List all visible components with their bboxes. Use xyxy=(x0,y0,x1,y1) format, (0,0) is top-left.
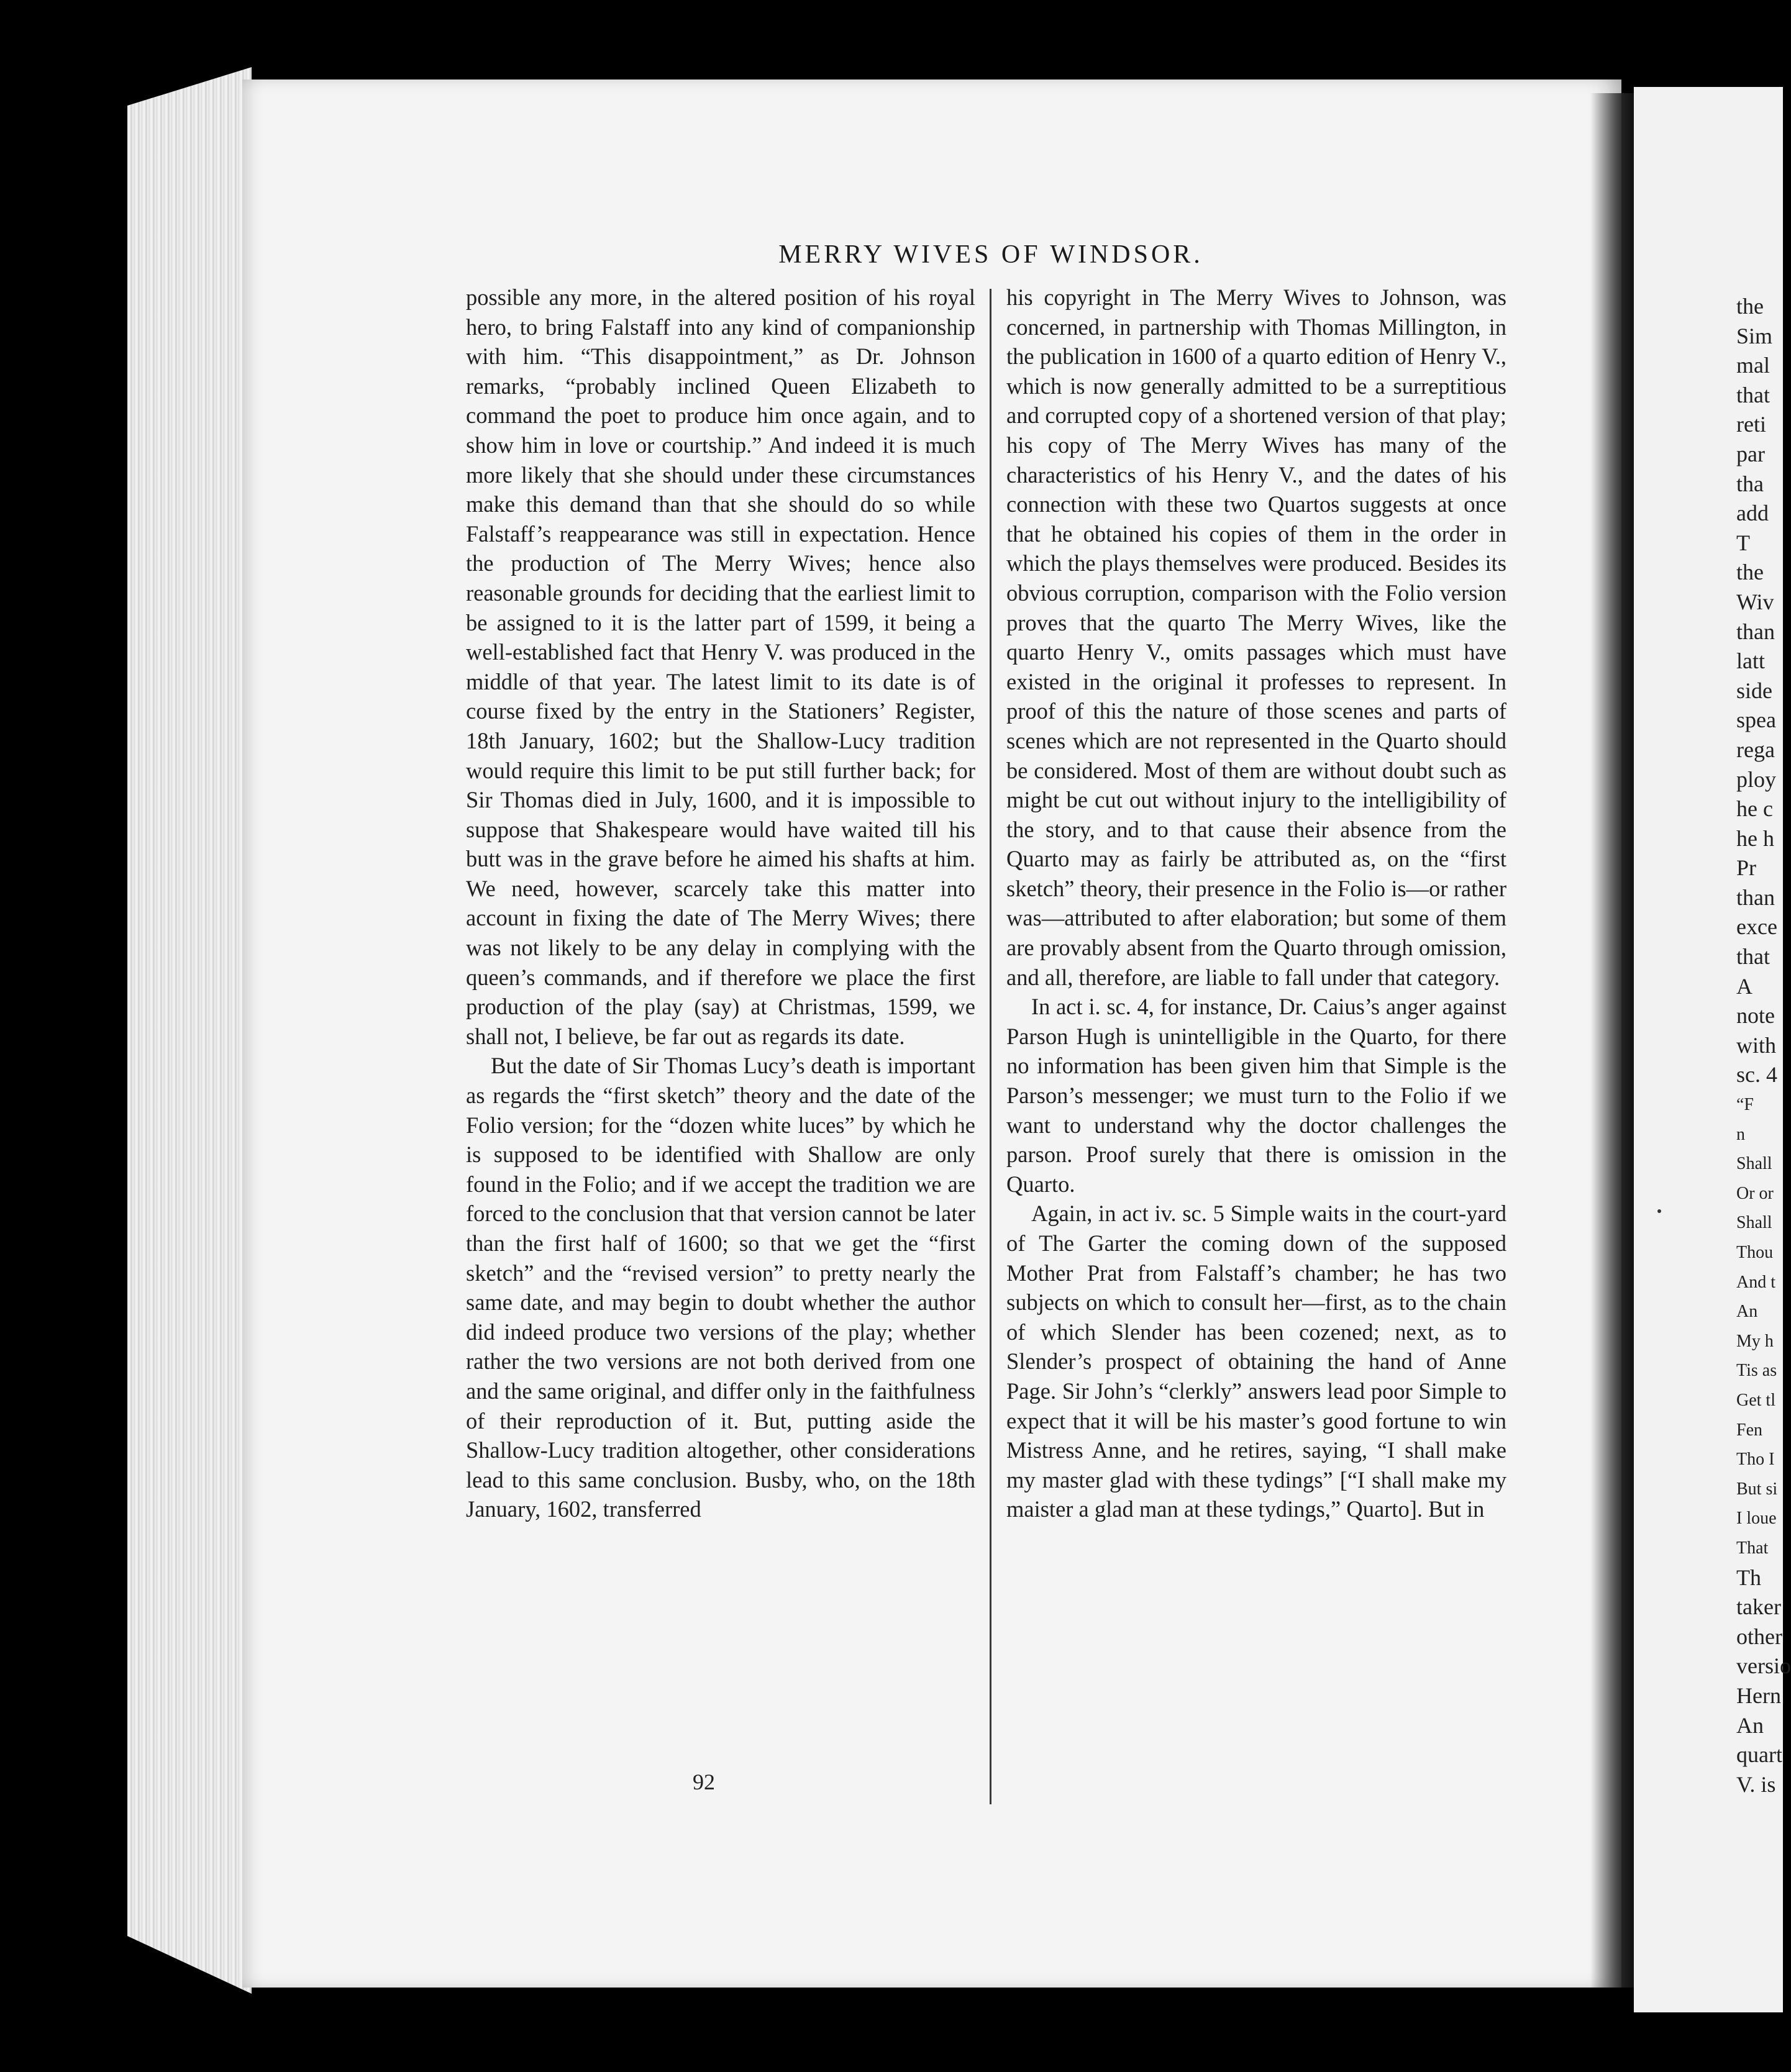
facing-line-fragment: But si xyxy=(1736,1479,1778,1499)
facing-line-fragment: Shall xyxy=(1736,1213,1772,1233)
facing-line-fragment: note xyxy=(1736,1003,1775,1029)
facing-line-fragment: I loue xyxy=(1736,1509,1777,1529)
facing-line-fragment: other xyxy=(1736,1624,1782,1649)
running-head: MERRY WIVES OF WINDSOR. xyxy=(778,240,1203,269)
ink-dot xyxy=(1657,1209,1661,1213)
facing-line-fragment: versio xyxy=(1736,1653,1791,1679)
facing-line-fragment: reti xyxy=(1736,412,1766,437)
gutter-shadow xyxy=(1590,93,1634,1988)
paragraph: his copyright in The Merry Wives to Johnson, was concerned, in partnership with Thomas Millington, in the publication in 1600 of a quarto edition of Henry V., which is now generally admitted to be a surreptitious and corrupted copy of a shortened version of that play; his copy of The Merry Wives has many of the characteristics of his Henry V., and the dates of his connection with these two Quartos suggests at once that he obtained his copies of them in the order in which the plays themselves were produced. Besides its obvious corruption, comparison with the Folio version proves that the quarto The Merry Wives, like the quarto Henry V., omits passages which must have existed in the original it professes to represent. In proof of this the nature of those scenes and parts of scenes which are not represented in the Quarto should be considered. Most of them are without doubt such as might be cut out without injury to the intelligibility of the story, and to that cause their absence from the Quarto may as fairly be attributed as, on the “first sketch” theory, their presence in the Folio is—or rather was—attributed to after elaboration; but some of them are provably absent from the Quarto through omission, and all, therefore, are liable to fall under that category. xyxy=(1006,284,1506,990)
facing-line-fragment: That xyxy=(1736,1538,1769,1558)
facing-line-fragment: ploy xyxy=(1736,766,1777,792)
facing-line-fragment: quart xyxy=(1736,1742,1782,1768)
facing-line-fragment: Thou xyxy=(1736,1243,1774,1262)
left-column xyxy=(466,283,975,1524)
paragraph: But the date of Sir Thomas Lucy’s death is important as regards the “first sketch” theory and the date of the Folio version; for the “dozen white luces” by which he is supposed to be identified with Shallow are only found in the Folio; and if we accept the tradition we are forced to the conclusion that that version cannot be later than the first half of 1600; so that we get the “first sketch” and the “revised version” to pretty nearly the same date, and may begin to doubt whether the author did indeed produce two versions of the play; whether rather the two versions are not both derived from one and the same original, and differ only in the faithfulness of their reproduction of it. But, putting aside the Shallow-Lucy tradition altogether, other considerations lead to this same conclusion. Busby, who, on the 18th January, 1602, transferred xyxy=(466,1053,975,1522)
right-column xyxy=(1006,283,1506,1524)
facing-line-fragment: V. is xyxy=(1736,1771,1776,1797)
facing-line-fragment: Fen xyxy=(1736,1420,1762,1440)
facing-line-fragment: exce xyxy=(1736,914,1777,940)
facing-line-fragment: spea xyxy=(1736,707,1776,733)
facing-line-fragment: than xyxy=(1736,884,1775,910)
facing-line-fragment: Sim xyxy=(1736,323,1773,348)
facing-line-fragment: Get tl xyxy=(1736,1390,1775,1410)
facing-line-fragment: side xyxy=(1736,678,1772,703)
facing-line-fragment: add xyxy=(1736,501,1769,526)
column-rule xyxy=(990,289,991,1804)
facing-line-fragment: he c xyxy=(1736,796,1773,822)
paragraph: Again, in act iv. sc. 5 Simple waits in the court-yard of The Garter the coming down of the supposed Mother Prat from Falstaff’s chamber; he has two subjects on which to consult her—first, as to the chain of which Slender has been cozened; next, as to Slender’s prospect of obtaining the hand of Anne Page. Sir John’s “clerkly” answers lead poor Simple to expect that it will be his master’s good fortune to win Mistress Anne, and he retires, saying, “I shall make my master glad with these tydings” [“I shall make my maister a glad man at these tydings,” Quarto]. But in xyxy=(1006,1201,1506,1522)
facing-line-fragment: An xyxy=(1736,1712,1764,1738)
facing-line-fragment: that xyxy=(1736,944,1770,970)
facing-line-fragment: he h xyxy=(1736,825,1774,851)
facing-line-fragment: T xyxy=(1736,530,1750,555)
facing-line-fragment: Wiv xyxy=(1736,589,1774,614)
facing-line-fragment: And t xyxy=(1736,1272,1775,1292)
facing-line-fragment: My h xyxy=(1736,1331,1774,1351)
facing-page-text xyxy=(1736,292,1791,1799)
facing-line-fragment: sc. 4 xyxy=(1736,1062,1777,1088)
facing-line-fragment: rega xyxy=(1736,737,1775,762)
facing-line-fragment: the xyxy=(1736,560,1764,585)
facing-line-fragment: Or or xyxy=(1736,1183,1774,1203)
facing-line-fragment: taker xyxy=(1736,1594,1781,1620)
facing-line-fragment: Pr xyxy=(1736,855,1757,881)
facing-line-fragment: tha xyxy=(1736,471,1764,496)
facing-line-fragment: that xyxy=(1736,382,1770,407)
facing-line-fragment: Tho I xyxy=(1736,1450,1775,1470)
facing-line-fragment: par xyxy=(1736,441,1765,466)
page-number: 92 xyxy=(693,1770,715,1794)
facing-line-fragment: Hern xyxy=(1736,1683,1781,1708)
paragraph: possible any more, in the altered position of his royal hero, to bring Falstaff into any kind of companionship with him. “This disappointment,” as Dr. Johnson remarks, “probably inclined Queen Elizabeth to command the poet to produce him once again, and to show him in love or courtship.” And indeed it is much more likely that she should under these circumstances make this demand than that she should do so while Falstaff’s reappearance was still in expectation. Hence the production of The Merry Wives; hence also reasonable grounds for deciding that the earliest limit to be assigned to it is the latter part of 1599, it being a well-established fact that Henry V. was produced in the middle of that year. The latest limit to its date is of course fixed by the entry in the Stationers’ Register, 18th January, 1602; but the Shallow-Lucy tradition would require this limit to be put still further back; for Sir Thomas died in July, 1600, and it is impossible to suppose that Shakespeare would have waited till his butt was in the grave before he aimed his shafts at him. We need, however, scarcely take this matter into account in fixing the date of The Merry Wives; there was not likely to be any delay in complying with the queen’s commands, and if therefore we place the first production of the play (say) at Christmas, 1599, we shall not, I believe, be far out as regards its date. xyxy=(466,284,975,1049)
book-page-edges xyxy=(127,67,252,1994)
facing-line-fragment: An xyxy=(1736,1302,1758,1322)
facing-line-fragment: Th xyxy=(1736,1565,1761,1590)
facing-line-fragment: n xyxy=(1736,1124,1745,1144)
facing-line-fragment: Tis as xyxy=(1736,1361,1777,1381)
facing-line-fragment: the xyxy=(1736,294,1764,319)
facing-line-fragment: “F xyxy=(1736,1095,1754,1115)
facing-line-fragment: than xyxy=(1736,619,1775,644)
facing-line-fragment: latt xyxy=(1736,648,1765,674)
facing-line-fragment: A xyxy=(1736,973,1752,999)
paragraph: In act i. sc. 4, for instance, Dr. Caius’s anger against Parson Hugh is unintelligible in the Quarto, for there no information has been given him that Simple is the Parson’s messenger; we must turn to the Folio if we want to understand why the doctor challenges the parson. Proof surely that there is omission in the Quarto. xyxy=(1006,994,1506,1197)
facing-line-fragment: mal xyxy=(1736,353,1770,378)
facing-line-fragment: with xyxy=(1736,1032,1777,1058)
facing-line-fragment: Shall xyxy=(1736,1154,1772,1174)
